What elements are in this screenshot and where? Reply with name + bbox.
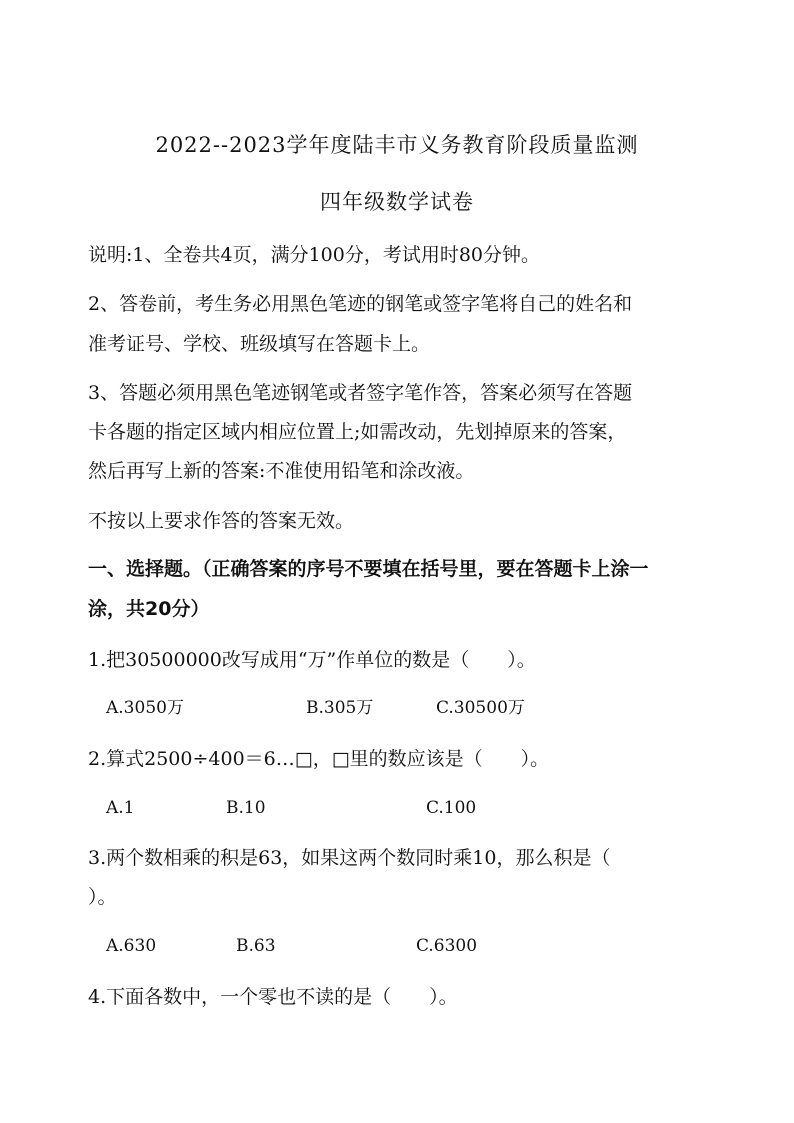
section-heading-line-2: 涂，共20分） bbox=[88, 598, 210, 620]
question-3-option-a: A.630 bbox=[106, 936, 157, 956]
question-4: 4.下面各数中，一个零也不读的是（ ）。 bbox=[88, 986, 458, 1008]
instruction-line-7: 不按以上要求作答的答案无效。 bbox=[88, 510, 355, 532]
question-2-option-b: B.10 bbox=[226, 798, 266, 818]
exam-title: 2022--2023学年度陆丰市义务教育阶段质量监测 bbox=[155, 133, 639, 157]
instruction-line-3: 准考证号、学校、班级填写在答题卡上。 bbox=[88, 333, 431, 355]
question-2: 2.算式2500÷400＝6…□，□里的数应该是（ ）。 bbox=[88, 748, 550, 770]
instruction-line-5: 卡各题的指定区域内相应位置上;如需改动，先划掉原来的答案， bbox=[88, 421, 627, 443]
instruction-line-2: 2、答卷前，考生务必用黑色笔迹的钢笔或签字笔将自己的姓名和 bbox=[88, 293, 633, 315]
section-heading-line-1: 一、选择题。（正确答案的序号不要填在括号里，要在答题卡上涂一 bbox=[88, 558, 649, 580]
question-1-option-a: A.3050万 bbox=[106, 698, 184, 718]
instruction-line-6: 然后再写上新的答案:不准使用铅笔和涂改液。 bbox=[88, 460, 475, 482]
question-3-line-1: 3.两个数相乘的积是63，如果这两个数同时乘10，那么积是（ bbox=[88, 847, 611, 869]
exam-subtitle: 四年级数学试卷 bbox=[320, 190, 474, 214]
question-2-option-c: C.100 bbox=[426, 798, 477, 818]
instruction-line-1: 说明:1、全卷共4页，满分100分，考试用时80分钟。 bbox=[88, 244, 541, 266]
question-2-option-a: A.1 bbox=[106, 798, 135, 818]
question-3-line-2: ）。 bbox=[88, 886, 117, 908]
instruction-line-4: 3、答题必须用黑色笔迹钢笔或者签字笔作答，答案必须写在答题 bbox=[88, 382, 633, 404]
question-3-option-c: C.6300 bbox=[416, 936, 478, 956]
question-1: 1.把30500000改写成用“万”作单位的数是（ ）。 bbox=[88, 649, 536, 671]
question-1-option-c: C.30500万 bbox=[436, 698, 525, 718]
question-1-option-b: B.305万 bbox=[306, 698, 374, 718]
question-3-option-b: B.63 bbox=[236, 936, 276, 956]
